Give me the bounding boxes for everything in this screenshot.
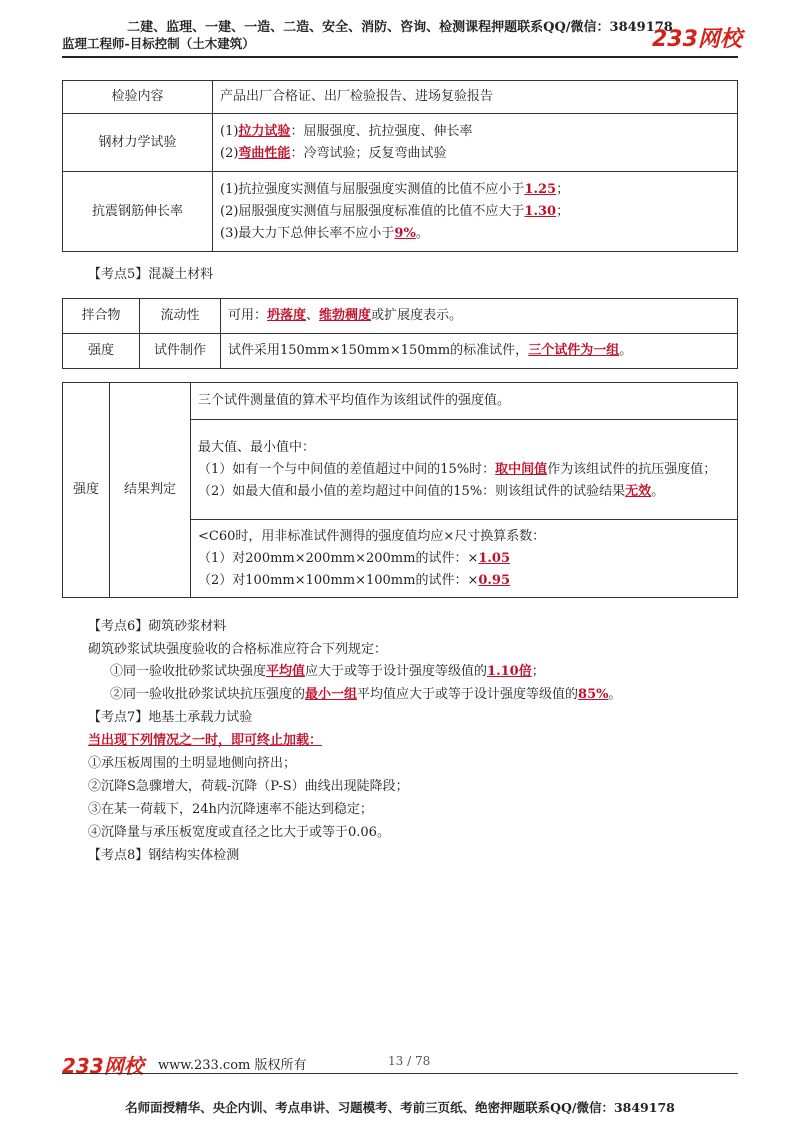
average-rule-text: 三个试件测量值的算术平均值作为该组试件的强度值。 <box>191 383 738 420</box>
foundation-item-2: ②沉降S急骤增大，荷载-沉降（P-S）曲线出现陡降段； <box>88 779 409 794</box>
inspection-content-text: 产品出厂合格证、出厂检验报告、进场复验报告 <box>213 81 738 114</box>
mortar-rule-1: ①同一验收批砂浆试块强度平均值应大于或等于设计强度等级值的1.10倍； <box>110 664 545 679</box>
section-heading-5: 【考点5】混凝土材料 <box>88 267 214 282</box>
foundation-item-3: ③在某一荷载下，24h内沉降速率不能达到稳定； <box>88 802 373 817</box>
label-seismic-rebar: 抗震钢筋伸长率 <box>63 172 213 252</box>
mortar-rule-2: ②同一验收批砂浆试块抗压强度的最小一组平均值应大于或等于设计强度等级值的85%。 <box>110 687 622 702</box>
label-inspection-content: 检验内容 <box>63 81 213 114</box>
label-mixture: 拌合物 <box>63 299 140 334</box>
foundation-item-4: ④沉降量与承压板宽度或直径之比大于或等于0.06。 <box>88 825 390 840</box>
label-fluidity: 流动性 <box>140 299 221 334</box>
label-specimen-making: 试件制作 <box>140 334 221 369</box>
footer-logo: 233网校 <box>62 1054 144 1078</box>
label-result-judgement: 结果判定 <box>110 383 191 598</box>
section-heading-8: 【考点8】钢结构实体检测 <box>88 848 240 863</box>
footer-ad-line: 名师面授精华、央企内训、考点串讲、习题模考、考前三页纸、绝密押题联系QQ/微信：3849178 <box>125 1100 675 1115</box>
section-heading-7: 【考点7】地基土承载力试验 <box>88 710 253 725</box>
steel-inspection-table <box>62 80 738 252</box>
fluidity-text: 可用：坍落度、维勃稠度或扩展度表示。 <box>221 299 738 334</box>
mortar-intro: 砌筑砂浆试块强度验收的合格标准应符合下列规定： <box>88 642 388 657</box>
steel-mechanical-test-text: (1)拉力试验：屈服强度、抗拉强度、伸长率 (2)弯曲性能：冷弯试验；反复弯曲试验 <box>213 114 738 172</box>
page-number: 13 / 78 <box>388 1054 431 1068</box>
label-strength: 强度 <box>63 334 140 369</box>
strength-judgement-table <box>62 382 738 598</box>
header-divider <box>62 56 738 58</box>
footer-divider <box>62 1073 738 1074</box>
header-logo: 233网校 <box>652 27 742 52</box>
footer-copyright: www.233.com 版权所有 <box>158 1058 307 1073</box>
header-contact-line: 二建、监理、一建、一造、二造、安全、消防、咨询、检测课程押题联系QQ/微信：3849178 <box>127 20 673 35</box>
header-course-title: 监理工程师-目标控制（土木建筑） <box>62 36 255 51</box>
seismic-rebar-text: (1)抗拉强度实测值与屈服强度实测值的比值不应小于1.25； (2)屈服强度实测值与屈服强度标准值的比值不应大于1.30； (3)最大力下总伸长率不应小于9%。 <box>213 172 738 252</box>
label-strength-2: 强度 <box>63 383 110 598</box>
concrete-table <box>62 298 738 369</box>
foundation-lead: 当出现下列情况之一时，即可终止加载： <box>88 733 323 748</box>
specimen-making-text: 试件采用150mm×150mm×150mm的标准试件，三个试件为一组。 <box>221 334 738 369</box>
max-min-rule-text: 最大值、最小值中： （1）如有一个与中间值的差值超过中间的15%时：取中间值作为该组试件的抗压强度值； （2）如最大值和最小值的差均超过中间值的15%：则该组试件的试验结果无效。 <box>191 420 738 520</box>
foundation-item-1: ①承压板周围的土明显地侧向挤出； <box>88 756 297 771</box>
section-heading-6: 【考点6】砌筑砂浆材料 <box>88 619 227 634</box>
size-conversion-text: <C60时，用非标准试件测得的强度值均应×尺寸换算系数： （1）对200mm×200mm×200mm的试件：×1.05 （2）对100mm×100mm×100mm的试件：×0.95 <box>191 520 738 598</box>
label-steel-mechanical-test: 钢材力学试验 <box>63 114 213 172</box>
